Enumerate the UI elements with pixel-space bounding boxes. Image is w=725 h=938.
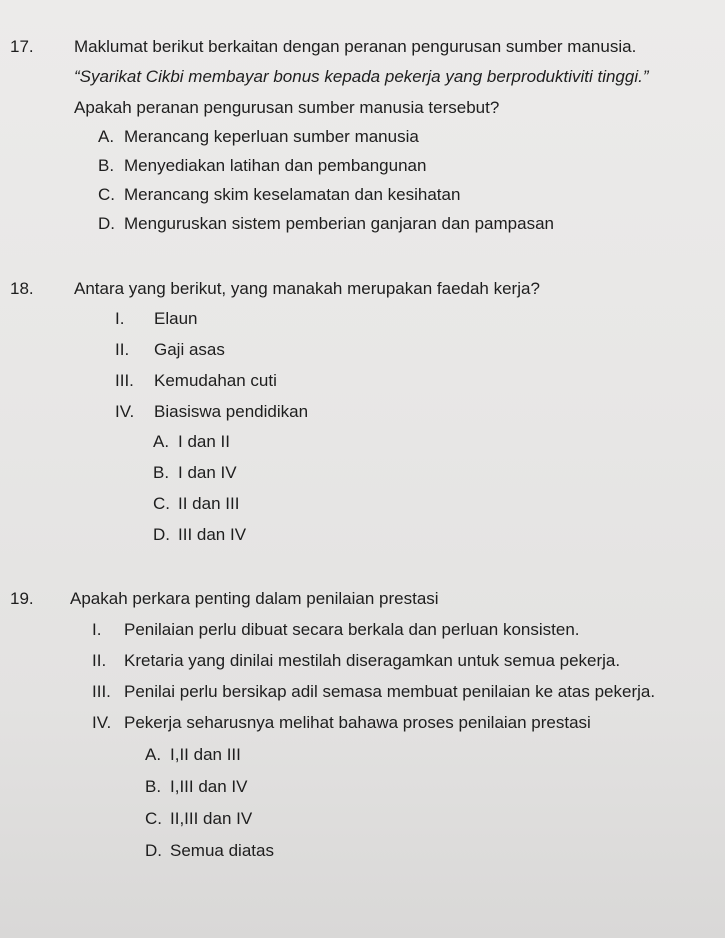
q18-option-b-text[interactable]: I dan IV	[178, 463, 237, 482]
q17-option-c-letter[interactable]: C.	[98, 185, 115, 204]
q18-option-a-text[interactable]: I dan II	[178, 432, 230, 451]
question-19-number: 19.	[10, 589, 34, 608]
q18-item-i-text: Elaun	[154, 309, 198, 328]
question-17-question: Apakah peranan pengurusan sumber manusia tersebut?	[74, 98, 500, 117]
question-17-stem: Maklumat berikut berkaitan dengan peranan pengurusan sumber manusia.	[74, 37, 637, 56]
q19-option-b-letter[interactable]: B.	[145, 777, 162, 796]
question-17-number: 17.	[10, 37, 34, 56]
q19-item-ii-roman: II.	[92, 651, 107, 670]
q19-item-ii-text: Kretaria yang dinilai mestilah diseragamkan untuk semua pekerja.	[124, 651, 621, 670]
q17-option-a-text[interactable]: Merancang keperluan sumber manusia	[124, 127, 419, 146]
q19-item-iii-roman: III.	[92, 682, 111, 701]
q18-option-a-letter[interactable]: A.	[153, 432, 170, 451]
q18-option-c-letter[interactable]: C.	[153, 494, 170, 513]
q19-item-iii-text: Penilai perlu bersikap adil semasa membuat penilaian ke atas pekerja.	[124, 682, 656, 701]
question-18-stem: Antara yang berikut, yang manakah merupakan faedah kerja?	[74, 279, 540, 298]
q17-option-b-text[interactable]: Menyediakan latihan dan pembangunan	[124, 156, 427, 175]
q19-option-c-text[interactable]: II,III dan IV	[170, 809, 253, 828]
q19-item-i-text: Penilaian perlu dibuat secara berkala dan perluan konsisten.	[124, 620, 580, 639]
q18-option-c-text[interactable]: II dan III	[178, 494, 240, 513]
question-18-number: 18.	[10, 279, 34, 298]
q17-option-d-letter[interactable]: D.	[98, 214, 115, 233]
q17-option-d-text[interactable]: Menguruskan sistem pemberian ganjaran dan pampasan	[124, 214, 554, 233]
q18-option-d-letter[interactable]: D.	[153, 525, 170, 544]
q19-option-a-text[interactable]: I,II dan III	[170, 745, 241, 764]
q18-item-iv-text: Biasiswa pendidikan	[154, 402, 309, 421]
question-19-stem: Apakah perkara penting dalam penilaian prestasi	[70, 589, 439, 608]
q18-option-d-text[interactable]: III dan IV	[178, 525, 247, 544]
q19-item-iv-text: Pekerja seharusnya melihat bahawa proses penilaian prestasi	[124, 713, 591, 732]
q18-option-b-letter[interactable]: B.	[153, 463, 170, 482]
q17-option-c-text[interactable]: Merancang skim keselamatan dan kesihatan	[124, 185, 461, 204]
q19-option-c-letter[interactable]: C.	[145, 809, 162, 828]
q19-item-iv-roman: IV.	[92, 713, 112, 732]
q18-item-iv-roman: IV.	[115, 402, 135, 421]
q19-option-d-letter[interactable]: D.	[145, 841, 162, 860]
q18-item-iii-roman: III.	[115, 371, 134, 390]
q17-option-a-letter[interactable]: A.	[98, 127, 115, 146]
q18-item-i-roman: I.	[115, 309, 125, 328]
question-17-quote: “Syarikat Cikbi membayar bonus kepada pekerja yang berproduktiviti tinggi.”	[74, 67, 649, 86]
q17-option-b-letter[interactable]: B.	[98, 156, 115, 175]
q18-item-ii-text: Gaji asas	[154, 340, 225, 359]
q18-item-iii-text: Kemudahan cuti	[154, 371, 277, 390]
q18-item-ii-roman: II.	[115, 340, 130, 359]
q19-option-a-letter[interactable]: A.	[145, 745, 162, 764]
q19-item-i-roman: I.	[92, 620, 102, 639]
q19-option-b-text[interactable]: I,III dan IV	[170, 777, 248, 796]
q19-option-d-text[interactable]: Semua diatas	[170, 841, 274, 860]
